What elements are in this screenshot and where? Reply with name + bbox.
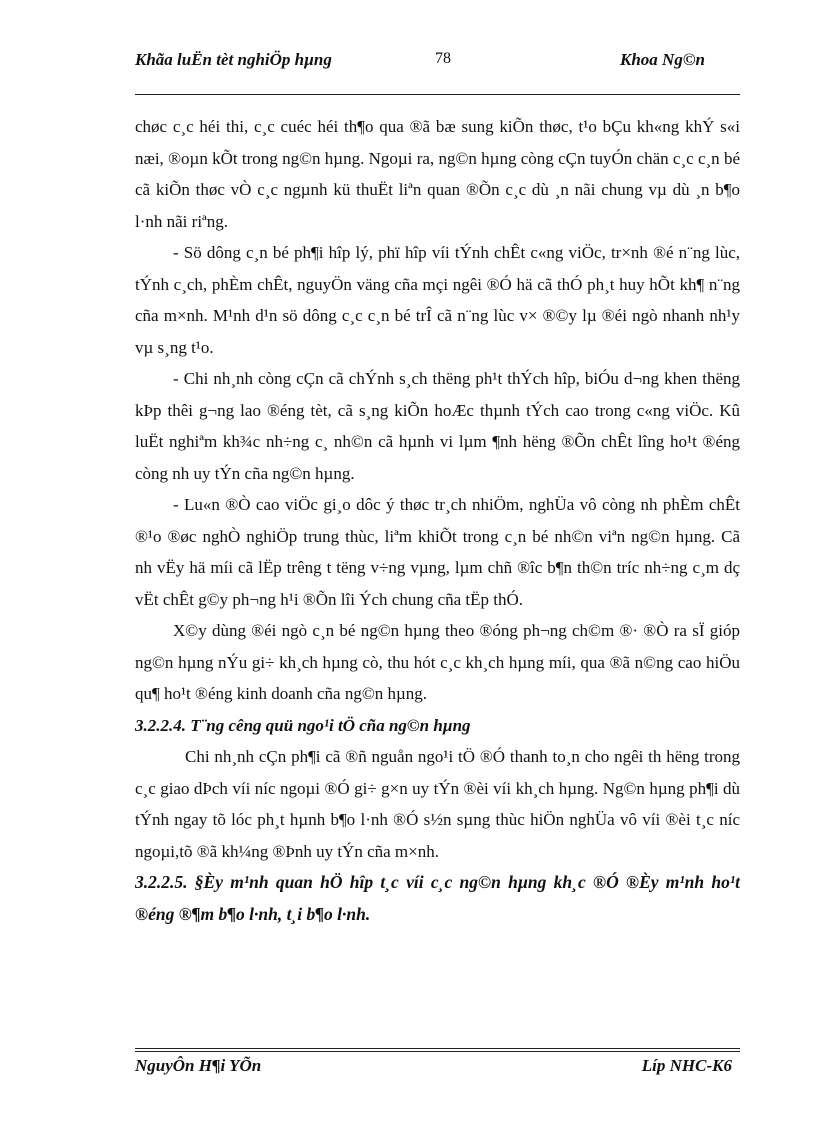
paragraph-staff-usage: - Sö dông c¸n bé ph¶i hîp lý, phï hîp víi tÝnh chÊt c«ng viÖc, tr×nh ®é n¨ng lùc, tÝnh c¸ch, phÈm chÊt, nguyÖn väng cña mçi ngêi ®Ó hä cã thÓ ph¸t huy hÕt kh¶ n¨ng cña m×nh. M¹nh d¹n sö dông c¸c c¸n bé trÎ cã n¨ng lùc v× ®©y lµ ®éi ngò nhanh nh¹y vµ s¸ng t¹o. — [135, 243, 740, 357]
footer-rule-double — [135, 1051, 740, 1052]
header-faculty: Khoa Ng©n — [620, 50, 705, 69]
paragraph-training: chøc c¸c héi thi, c¸c cuéc héi th¶o qua ®ã bæ sung kiÕn thøc, t¹o bÇu kh«ng khÝ s«i næi, ®oµn kÕt trong ng©n hµng. Ngoµi ra, ng©n hµng còng cÇn tuyÓn chän c¸c c¸n bé cã kiÕn thøc vÒ c¸c ngµnh kü thuËt liªn quan ®Õn c¸c dù ¸n nãi chung vµ dù ¸n b¶o l·nh nãi riªng. — [135, 117, 740, 231]
page-header — [135, 50, 740, 94]
footer-author: NguyÔn H¶i YÕn — [135, 1056, 262, 1075]
paragraph-ethics: - Lu«n ®Ò cao viÖc gi¸o dôc ý thøc tr¸ch nhiÖm, nghÜa vô còng nh phÈm chÊt ®¹o ®øc nghÒ nghiÖp trung thùc, liªm khiÕt trong c¸n bé nh©n viªn ng©n hµng. Cã nh vËy hä míi cã lËp trêng t tëng v÷ng vµng, lµm chñ ®îc b¶n th©n tríc nh÷ng c¸m dç vËt chÊt g©y ph¬ng h¹i ®Õn lîi Ých chung cña tËp thÓ. — [135, 495, 740, 609]
header-page-number: 78 — [435, 50, 451, 67]
footer-rule — [135, 1048, 740, 1049]
paragraph-team-building: X©y dùng ®éi ngò c¸n bé ng©n hµng theo ®óng ph¬ng ch©m ®· ®Ò ra sÏ gióp ng©n hµng nÝu gi÷ kh¸ch hµng cò, thu hót c¸c kh¸ch hµng míi, qua ®ã n©ng cao hiÖu qu¶ ho¹t ®éng kinh doanh cña ng©n hµng. — [135, 621, 740, 703]
paragraph-reward-policy: - Chi nh¸nh còng cÇn cã chÝnh s¸ch thëng ph¹t thÝch hîp, biÓu d¬ng khen thëng kÞp thêi g¬ng lao ®éng tèt, cã s¸ng kiÕn hoÆc thµnh tÝch cao trong c«ng viÖc. Kû luËt nghiªm kh¾c nh÷ng c¸ nh©n cã hµnh vi lµm ¶nh hëng ®Õn chÊt lîng ho¹t ®éng còng nh uy tÝn cña ng©n hµng. — [135, 369, 740, 483]
paragraph-foreign-currency: Chi nh¸nh cÇn ph¶i cã ®ñ nguån ngo¹i tÖ ®Ó thanh to¸n cho ngêi th hëng trong c¸c giao dÞch víi níc ngoµi ®Ó gi÷ g×n uy tÝn ®èi víi kh¸ch hµng. Ng©n hµng ph¶i dù tÝnh ngay tõ lóc ph¸t hµnh b¶o l·nh ®Ó s½n sµng thùc hiÖn nghÜa vô víi ®èi t¸c níc ngoµi,tõ ®ã kh¼ng ®Þnh uy tÝn cña m×nh. — [135, 747, 740, 861]
header-rule — [135, 94, 740, 95]
document-body — [135, 111, 740, 930]
section-heading-cooperation: 3.2.2.5. §Èy m¹nh quan hÖ hîp t¸c víi c¸c ng©n hµng kh¸c ®Ó ®Èy m¹nh ho¹t ®éng ®¶m b¶o l·nh, t¸i b¶o l·nh. — [135, 872, 740, 924]
footer-class: Líp NHC-K6 — [641, 1056, 732, 1075]
section-heading-foreign-currency: 3.2.2.4. T¨ng cêng quü ngo¹i tÖ cña ng©n hµng — [135, 715, 471, 735]
header-thesis-title: Khãa luËn tèt nghiÖp hµng — [135, 50, 332, 69]
